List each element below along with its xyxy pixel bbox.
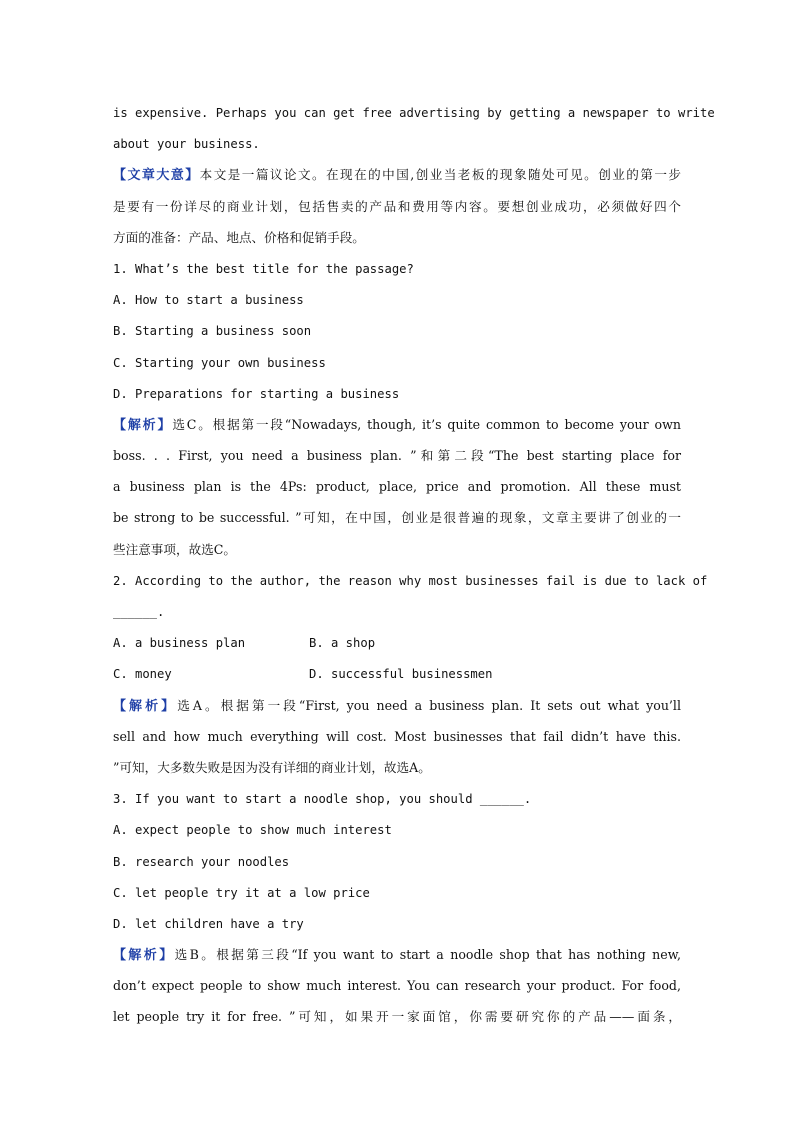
summary-line xyxy=(113,164,681,195)
option-b: B. a shop xyxy=(309,636,376,651)
analysis-line: be strong to be successful. ”可知，在中国，创业是很普遍的现象，文章主要讲了创业的一 xyxy=(113,510,681,526)
summary-text: 本文是一篇议论文。在现在的中国,创业当老板的现象随处可见。创业的第一步 xyxy=(199,167,681,183)
question-stem: 2. According to the author, the reason why most businesses fail is due to lack of xyxy=(113,573,708,588)
analysis-line: sell and how much everything will cost. Most businesses that fail didn’t have this. xyxy=(113,728,681,744)
text-line: about your business. xyxy=(113,137,260,152)
page-content xyxy=(113,102,715,1038)
option-d: D. successful businessmen xyxy=(309,667,493,682)
analysis-line: a business plan is the 4Ps: product, place, price and promotion. All these must xyxy=(113,479,681,495)
analysis-text: 选C。根据第一段“Nowadays, though, it’s quite common to become your own xyxy=(172,416,681,432)
question-blank: ______. xyxy=(113,605,165,619)
analysis-line xyxy=(113,695,681,726)
question-stem: 1. What’s the best title for the passage? xyxy=(113,261,414,276)
option-row xyxy=(113,663,681,694)
analysis-line: ”可知，大多数失败是因为没有详细的商业计划，故选A。 xyxy=(113,759,431,775)
text-line: is expensive. Perhaps you can get free advertising by getting a newspaper to write xyxy=(113,106,715,120)
option-c: C. money xyxy=(113,667,172,682)
analysis-line xyxy=(113,414,681,445)
summary-tag: 【文章大意】 xyxy=(113,168,200,184)
option-d: D. let children have a try xyxy=(113,916,304,931)
question-stem: 3. If you want to start a noodle shop, you should ______. xyxy=(113,792,532,807)
summary-line: 是要有一份详尽的商业计划，包括售卖的产品和费用等内容。要想创业成功，必须做好四个 xyxy=(113,198,681,214)
analysis-line xyxy=(113,944,681,975)
analysis-line: 些注意事项，故选C。 xyxy=(113,541,236,557)
analysis-line: let people try it for free. ”可知，如果开一家面馆，你需要研究你的产品——面条， xyxy=(113,1009,681,1025)
option-a: A. a business plan xyxy=(113,636,246,651)
option-a: A. expect people to show much interest xyxy=(113,823,392,838)
analysis-line: don’t expect people to show much interest. You can research your product. For food, xyxy=(113,978,681,994)
summary-line: 方面的准备：产品、地点、价格和促销手段。 xyxy=(113,229,365,245)
option-b: B. research your noodles xyxy=(113,854,290,869)
analysis-text: 选B。根据第三段“If you want to start a noodle shop that has nothing new, xyxy=(174,947,681,963)
analysis-text: 选A。根据第一段“First, you need a business plan. It sets out what you’ll xyxy=(177,697,681,713)
option-c: C. let people try it at a low price xyxy=(113,885,370,900)
option-row xyxy=(113,632,681,663)
analysis-line: boss. . . First, you need a business plan. ”和第二段“The best starting place for xyxy=(113,448,681,464)
option-b: B. Starting a business soon xyxy=(113,324,312,339)
analysis-tag: 【解析】 xyxy=(113,948,175,964)
option-d: D. Preparations for starting a business xyxy=(113,386,400,401)
analysis-tag: 【解析】 xyxy=(113,698,178,714)
analysis-tag: 【解析】 xyxy=(113,417,173,433)
option-c: C. Starting your own business xyxy=(113,355,326,370)
option-a: A. How to start a business xyxy=(113,293,304,308)
